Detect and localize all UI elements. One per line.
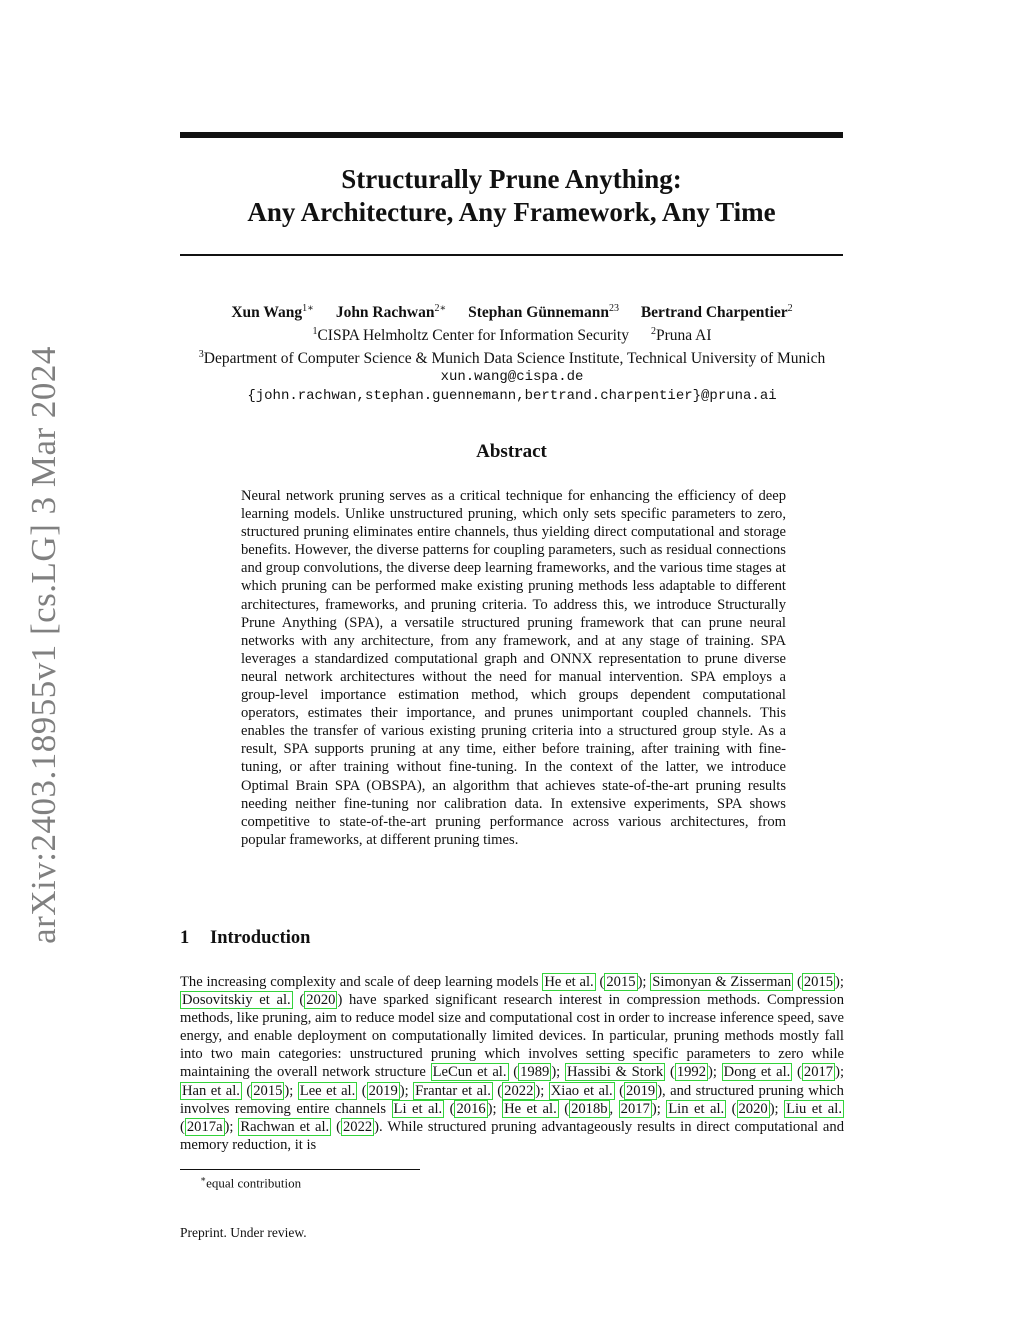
affiliation-cispa: CISPA Helmholtz Center for Information Security (317, 327, 629, 345)
paragraph-text: ( (508, 1064, 519, 1081)
footnote-rule (180, 1169, 420, 1170)
affiliation-mark: 1 (312, 326, 318, 338)
paragraph-text: ( (357, 1082, 367, 1099)
paragraph-text: ( (614, 1082, 624, 1099)
paragraph-text: , (609, 1100, 619, 1117)
author (336, 304, 446, 321)
author (641, 304, 793, 321)
author-affiliation-mark: 2∗ (434, 303, 447, 314)
title-top-rule (180, 132, 843, 138)
paragraph-text: ); (769, 1100, 785, 1117)
paragraph-text: ); (835, 1064, 844, 1081)
paragraph-text: The increasing complexity and scale of deep learning models (180, 974, 543, 990)
section-number: 1 (180, 928, 190, 948)
citation-link[interactable]: Xiao et al. (550, 1082, 613, 1099)
email-xun: xun.wang@cispa.de (440, 369, 584, 386)
affiliations-line (150, 322, 874, 345)
paragraph-text: ); (651, 1100, 667, 1117)
citation-link[interactable]: Rachwan et al. (240, 1118, 330, 1135)
affiliation-tum-line (150, 345, 874, 368)
citation-link[interactable]: Dong et al. (723, 1064, 791, 1081)
citation-link[interactable]: 2019 (626, 1082, 656, 1099)
citation-link[interactable]: He et al. (544, 974, 594, 990)
affiliation-mark: 3 (198, 349, 204, 361)
abstract-heading: Abstract (476, 441, 547, 462)
paragraph-text: ), and structured pruning which involves removing entire channels (180, 1082, 844, 1117)
arxiv-identifier (14, 346, 74, 944)
paragraph-text: ( (331, 1118, 341, 1135)
citation-link[interactable]: 2017 (803, 1064, 834, 1081)
paragraph-text: ); (399, 1082, 414, 1099)
citation-link[interactable]: 2017a (186, 1118, 223, 1135)
section-title: Introduction (210, 928, 311, 948)
paragraph-text: ( (793, 974, 802, 990)
citation-link[interactable]: 1989 (520, 1064, 550, 1081)
arxiv-identifier-text: arXiv:2403.18955v1 [cs.LG] 3 Mar 2024 (24, 346, 63, 944)
author-affiliation-mark: 1∗ (302, 303, 314, 314)
citation-link[interactable]: 2022 (342, 1118, 373, 1135)
citation-link[interactable]: Hassibi & Stork (566, 1064, 664, 1081)
paragraph-text: ( (492, 1082, 503, 1099)
citation-link[interactable]: Han et al. (182, 1082, 240, 1099)
paragraph-text: ( (241, 1082, 252, 1099)
footer-preprint: Preprint. Under review. (180, 1225, 307, 1240)
citation-link[interactable]: LeCun et al. (432, 1064, 507, 1081)
citation-link[interactable]: He et al. (504, 1100, 557, 1117)
citation-link[interactable]: 2019 (368, 1082, 398, 1099)
author (468, 304, 619, 321)
author-block (150, 299, 874, 406)
citation-link[interactable]: Simonyan & Zisserman (652, 974, 792, 990)
affiliation-pruna: Pruna AI (656, 327, 712, 345)
paragraph-text: ( (665, 1064, 675, 1081)
citation-link[interactable]: 2020 (738, 1100, 768, 1117)
citation-link[interactable]: Liu et al. (786, 1100, 842, 1117)
paragraph-text: ( (180, 1118, 185, 1135)
paper-title (180, 163, 843, 229)
introduction-paragraph (180, 973, 844, 1154)
paragraph-text: ); (551, 1064, 565, 1081)
author-affiliation-mark: 2 (787, 303, 793, 314)
title-line-1: Structurally Prune Anything: (341, 164, 682, 194)
citation-link[interactable]: Dosovitskiy et al. (182, 992, 291, 1009)
paragraph-text: ( (726, 1100, 737, 1117)
title-bottom-rule (180, 254, 843, 256)
paragraph-text: ( (792, 1064, 802, 1081)
affiliation-mark: 2 (651, 326, 656, 338)
paragraph-text: ); (487, 1100, 503, 1117)
author-affiliation-mark: 23 (608, 303, 619, 314)
footnote-text: equal contribution (206, 1175, 302, 1191)
author-names (150, 299, 874, 322)
citation-link[interactable]: Li et al. (393, 1100, 443, 1117)
citation-link[interactable]: 2015 (253, 1082, 283, 1099)
citation-link[interactable]: 2015 (606, 974, 636, 990)
paragraph-text: ); (535, 1082, 549, 1099)
citation-link[interactable]: Frantar et al. (415, 1082, 491, 1099)
citation-link[interactable]: 2016 (456, 1100, 486, 1117)
abstract-text: Neural network pruning serves as a critical technique for enhancing the efficiency of deep learning models. Unlike unstructured pruning, which only sets specific parameters to zero, structured pruning eliminates entire channels, thus yielding direct computational and storage benefits. However, the diverse patterns for coupling parameters, such as residual connections and group convolutions, the diverse deep learning frameworks, and the various time stages at which pruning can be performed make existing pruning methods less adaptable to different architectures, frameworks, and pruning criteria. To address this, we introduce Structurally Prune Anything (SPA), a versatile structured pruning framework that can prune neural networks with any architecture, from any framework, and at any stage of training. SPA leverages a standardized computational graph and ONNX representation to prune diverse neural network architectures without the need for manual intervention. SPA employs a group-level importance estimation method, which groups dependent computational operators, estimates their importance, and prunes unimportant coupled channels. This enables the transfer of various existing pruning criteria into a structured group style. As a result, SPA supports pruning at any time, either before training, after training with fine-tuning, or after training without fine-tuning. In the context of the latter, we introduce Optimal Brain SPA (OBSPA), an algorithm that achieves state-of-the-art pruning results needing neither fine-tuning nor calibration data. In extensive experiments, SPA shows competitive to state-of-the-art pruning performance across various architectures, from popular frameworks, at different pruning times. (241, 488, 786, 848)
paragraph-text: ) have sparked significant research interest in compression methods. Compression methods, like pruning, aim to reduce model size and computational cost in order to increase inference speed, save energy, and enable deployment on computationally limited devices. In particular, pruning methods mostly fall into two main categories: unstructured pruning which involves setting specific parameters to zero while maintaining the overall network structure (180, 992, 844, 1081)
author-name: Xun Wang (231, 304, 303, 322)
affiliation-tum: Department of Computer Science & Munich Data Science Institute, Technical University of Munich (203, 350, 826, 368)
paragraph-text: ); (637, 974, 651, 990)
paragraph-text: ). While structured pruning advantageously results in direct computational and memory reduction, it is (180, 1118, 844, 1153)
citation-link[interactable]: 2022 (504, 1082, 534, 1099)
citation-link[interactable]: 2015 (803, 974, 834, 990)
footnote-mark: ∗ (200, 1174, 207, 1184)
citation-link[interactable]: 1992 (676, 1064, 706, 1081)
citation-link[interactable]: Lin et al. (668, 1100, 725, 1117)
author-name: Bertrand Charpentier (640, 304, 788, 322)
citation-link[interactable]: 2017 (620, 1100, 650, 1117)
paragraph-text: ( (444, 1100, 455, 1117)
paragraph-text: ( (595, 974, 605, 990)
citation-link[interactable]: Lee et al. (299, 1082, 356, 1099)
email-pruna: {john.rachwan,stephan.guennemann,bertrand.charpentier}@pruna.ai (247, 388, 777, 405)
paragraph-text: ); (224, 1118, 239, 1135)
paragraph-text: ( (558, 1100, 570, 1117)
paragraph-text: ); (835, 974, 844, 990)
footnote (200, 1174, 301, 1191)
paragraph-text: ); (708, 1064, 722, 1081)
section-heading-introduction (180, 928, 310, 949)
paragraph-text: ( (292, 992, 305, 1009)
author-name: Stephan Günnemann (468, 304, 609, 322)
citation-link[interactable]: 2020 (306, 992, 336, 1009)
author-name: John Rachwan (335, 304, 435, 322)
author (231, 304, 314, 321)
paragraph-text: ); (284, 1082, 298, 1099)
title-line-2: Any Architecture, Any Framework, Any Time (247, 197, 776, 227)
citation-link[interactable]: 2018b (571, 1100, 608, 1117)
